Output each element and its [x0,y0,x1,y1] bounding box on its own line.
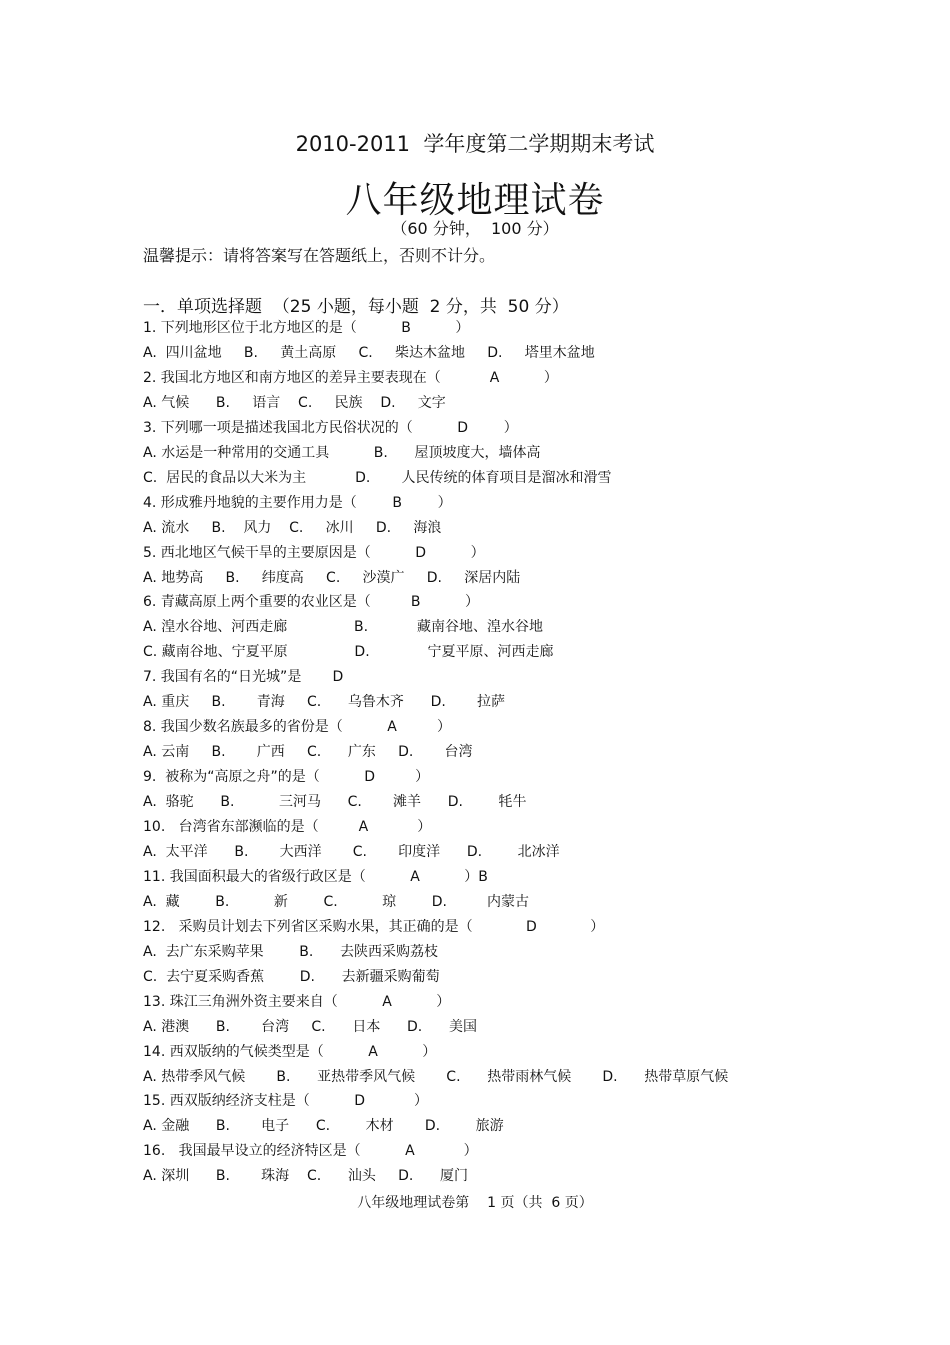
question-line: 10. 台湾省东部濒临的是（ A ） [143,819,432,835]
question-line: 12. 采购员计划去下列省区采购水果，其正确的是（ D ） [143,918,605,935]
question-line: A. 金融 B. 电子 C. 木材 D. 旅游 [143,1118,504,1135]
time-info: （60 分钟， 100 分） [391,219,559,238]
question-line: A. 重庆 B. 青海 C. 乌鲁木齐 D. 拉萨 [143,694,505,711]
paper-title: 八年级地理试卷 [345,180,605,221]
question-line: 6. 青藏高原上两个重要的农业区是（ B ） [143,594,479,611]
question-line: A. 云南 B. 广西 C. 广东 D. 台湾 [143,744,473,761]
question-line: 4. 形成雅丹地貌的主要作用力是（ B ） [143,494,452,511]
question-line: 13. 珠江三角洲外资主要来自（ A ） [143,993,451,1010]
question-line: A. 骆驼 B. 三河马 C. 滩羊 D. 牦牛 [143,794,527,811]
question-line: A. 气候 B. 语言 C. 民族 D. 文字 [143,394,446,411]
question-line: 9. 被称为“高原之舟”的是（ D ） [143,769,430,786]
question-line: A. 去广东采购苹果 B. 去陕西采购荔枝 [143,943,439,960]
question-line: C. 居民的食品以大米为主 D. 人民传统的体育项目是溜冰和滑雪 [143,469,612,486]
question-line: A. 水运是一种常用的交通工具 B. 屋顶坡度大，墙体高 [143,444,541,461]
question-line: 16. 我国最早设立的经济特区是（ A ） [143,1143,478,1160]
tip-text: 温馨提示：请将答案写在答题纸上，否则不计分。 [143,246,496,265]
question-line: A. 湟水谷地、河西走廊 B. 藏南谷地、湟水谷地 [143,619,543,636]
question-line: 11. 我国面积最大的省级行政区是（ A ）B [143,868,488,885]
page-footer: 八年级地理试卷第 1 页（共 6 页） [357,1195,593,1211]
question-line: A. 热带季风气候 B. 亚热带季风气候 C. 热带雨林气候 D. 热带草原气候 [143,1068,729,1085]
question-line: 3. 下列哪一项是描述我国北方民俗状况的（ D ） [143,419,518,436]
question-line: A. 深圳 B. 珠海 C. 汕头 D. 厦门 [143,1168,469,1185]
section-title: 一．单项选择题 （25 小题，每小题 2 分，共 50 分） [143,297,569,317]
question-line: A. 四川盆地 B. 黄土高原 C. 柴达木盆地 D. 塔里木盆地 [143,344,595,361]
question-line: 1. 下列地形区位于北方地区的是（ B ） [143,320,470,336]
exam-title: 2010-2011 学年度第二学期期末考试 [295,132,655,156]
question-line: 5. 西北地区气候干旱的主要原因是（ D ） [143,544,485,561]
question-line: 2. 我国北方地区和南方地区的差异主要表现在（ A ） [143,369,558,386]
question-line: C. 去宁夏采购香蕉 D. 去新疆采购葡萄 [143,968,440,985]
question-line: 15. 西双版纳经济支柱是（ D ） [143,1093,428,1110]
question-line: C. 藏南谷地、宁夏平原 D. 宁夏平原、河西走廊 [143,644,554,661]
question-line: 8. 我国少数名族最多的省份是（ A ） [143,719,451,736]
question-line: A. 藏 B. 新 C. 琼 D. 内蒙古 [143,893,530,910]
question-line: A. 流水 B. 风力 C. 冰川 D. 海浪 [143,519,442,536]
question-line: 14. 西双版纳的气候类型是（ A ） [143,1043,437,1060]
question-line: 7. 我国有名的“日光城”是 D [143,669,344,686]
question-line: A. 太平洋 B. 大西洋 C. 印度洋 D. 北冰洋 [143,843,560,860]
question-line: A. 地势高 B. 纬度高 C. 沙漠广 D. 深居内陆 [143,569,521,586]
question-line: A. 港澳 B. 台湾 C. 日本 D. 美国 [143,1018,477,1035]
